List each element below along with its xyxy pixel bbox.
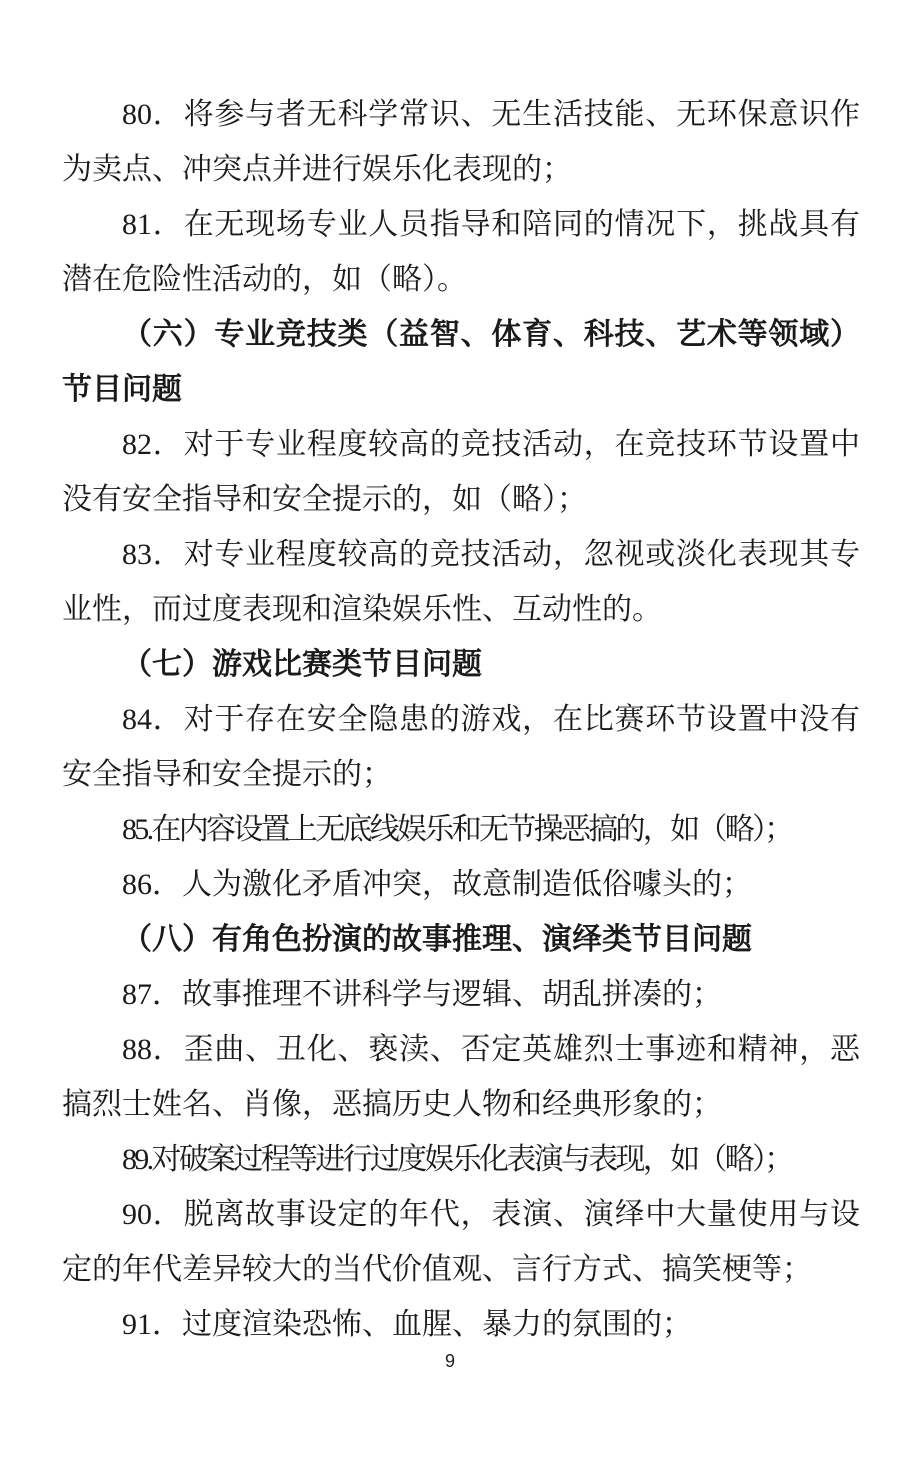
list-item: 83．对专业程度较高的竞技活动，忽视或淡化表现其专业性，而过度表现和渲染娱乐性、互动性的。 — [62, 538, 860, 626]
list-item: 84．对于存在安全隐患的游戏，在比赛环节设置中没有安全指导和安全提示的； — [62, 703, 860, 791]
section-heading: （七）游戏比赛类节目问题 — [122, 648, 482, 681]
list-item: 88．歪曲、丑化、亵渎、否定英雄烈士事迹和精神，恶搞烈士姓名、肖像，恶搞历史人物和经典形象的； — [62, 1033, 860, 1121]
document-body — [62, 87, 860, 1352]
list-item: 91．过度渲染恐怖、血腥、暴力的氛围的； — [122, 1308, 692, 1341]
section-heading: （八）有角色扮演的故事推理、演绎类节目问题 — [122, 923, 752, 956]
list-item: 82．对于专业程度较高的竞技活动，在竞技环节设置中没有安全指导和安全提示的，如（略）； — [62, 428, 860, 516]
list-item: 80．将参与者无科学常识、无生活技能、无环保意识作为卖点、冲突点并进行娱乐化表现的； — [62, 98, 860, 186]
page-number: 9 — [444, 1351, 455, 1371]
list-item: 89.对破案过程等进行过度娱乐化表演与表现，如（略）； — [122, 1143, 792, 1176]
list-item: 85.在内容设置上无底线娱乐和无节操恶搞的，如（略）； — [122, 813, 792, 846]
list-item: 81．在无现场专业人员指导和陪同的情况下，挑战具有潜在危险性活动的，如（略）。 — [62, 208, 860, 296]
list-item: 86．人为激化矛盾冲突，故意制造低俗噱头的； — [122, 868, 752, 901]
list-item: 87．故事推理不讲科学与逻辑、胡乱拼凑的； — [122, 978, 722, 1011]
list-item: 90．脱离故事设定的年代，表演、演绎中大量使用与设定的年代差异较大的当代价值观、言行方式、搞笑梗等； — [62, 1198, 860, 1286]
section-heading: （六）专业竞技类（益智、体育、科技、艺术等领域）节目问题 — [62, 318, 860, 406]
